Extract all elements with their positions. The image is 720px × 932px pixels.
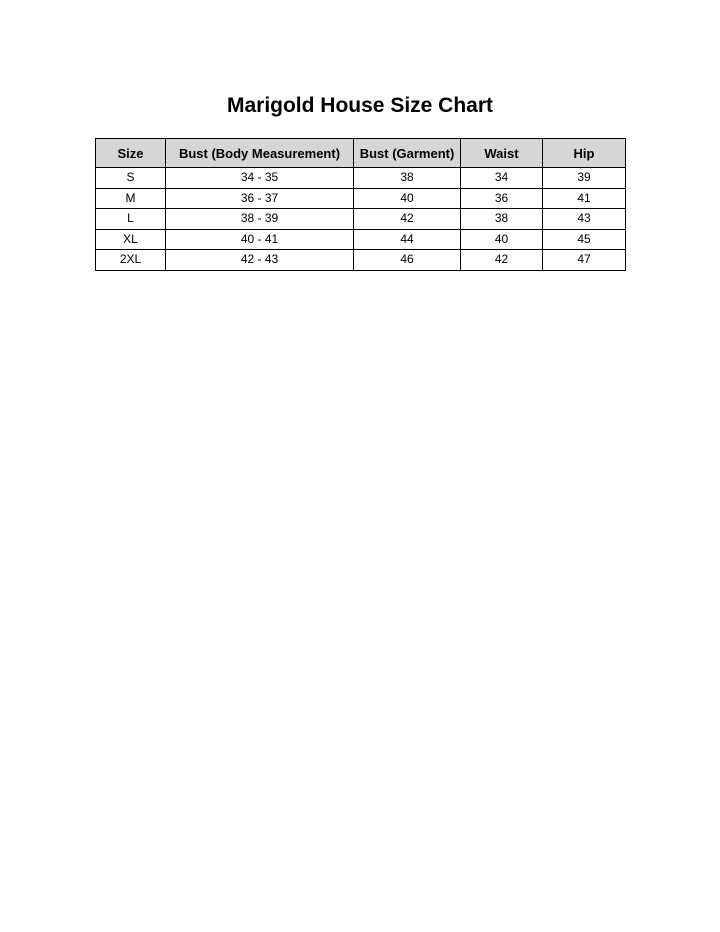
cell-bust-body: 40 - 41 xyxy=(166,229,354,250)
column-header-bust-body: Bust (Body Measurement) xyxy=(166,139,354,168)
cell-bust-garment: 38 xyxy=(354,168,461,189)
cell-size: M xyxy=(96,188,166,209)
column-header-size: Size xyxy=(96,139,166,168)
column-header-hip: Hip xyxy=(543,139,626,168)
cell-waist: 40 xyxy=(461,229,543,250)
table-header-row xyxy=(96,139,626,168)
cell-waist: 34 xyxy=(461,168,543,189)
cell-bust-body: 38 - 39 xyxy=(166,209,354,230)
cell-hip: 43 xyxy=(543,209,626,230)
table-row xyxy=(96,250,626,271)
cell-hip: 39 xyxy=(543,168,626,189)
cell-bust-body: 42 - 43 xyxy=(166,250,354,271)
cell-size: S xyxy=(96,168,166,189)
page-title: Marigold House Size Chart xyxy=(226,94,494,117)
table-row xyxy=(96,229,626,250)
cell-hip: 45 xyxy=(543,229,626,250)
cell-size: XL xyxy=(96,229,166,250)
cell-bust-body: 36 - 37 xyxy=(166,188,354,209)
cell-bust-garment: 44 xyxy=(354,229,461,250)
cell-bust-garment: 40 xyxy=(354,188,461,209)
column-header-waist: Waist xyxy=(461,139,543,168)
cell-bust-body: 34 - 35 xyxy=(166,168,354,189)
cell-waist: 38 xyxy=(461,209,543,230)
cell-size: 2XL xyxy=(96,250,166,271)
cell-bust-garment: 46 xyxy=(354,250,461,271)
cell-hip: 41 xyxy=(543,188,626,209)
cell-bust-garment: 42 xyxy=(354,209,461,230)
column-header-bust-garment: Bust (Garment) xyxy=(354,139,461,168)
table-row xyxy=(96,209,626,230)
cell-waist: 42 xyxy=(461,250,543,271)
table-row xyxy=(96,168,626,189)
size-chart-table xyxy=(95,138,626,271)
cell-waist: 36 xyxy=(461,188,543,209)
cell-size: L xyxy=(96,209,166,230)
table-row xyxy=(96,188,626,209)
cell-hip: 47 xyxy=(543,250,626,271)
